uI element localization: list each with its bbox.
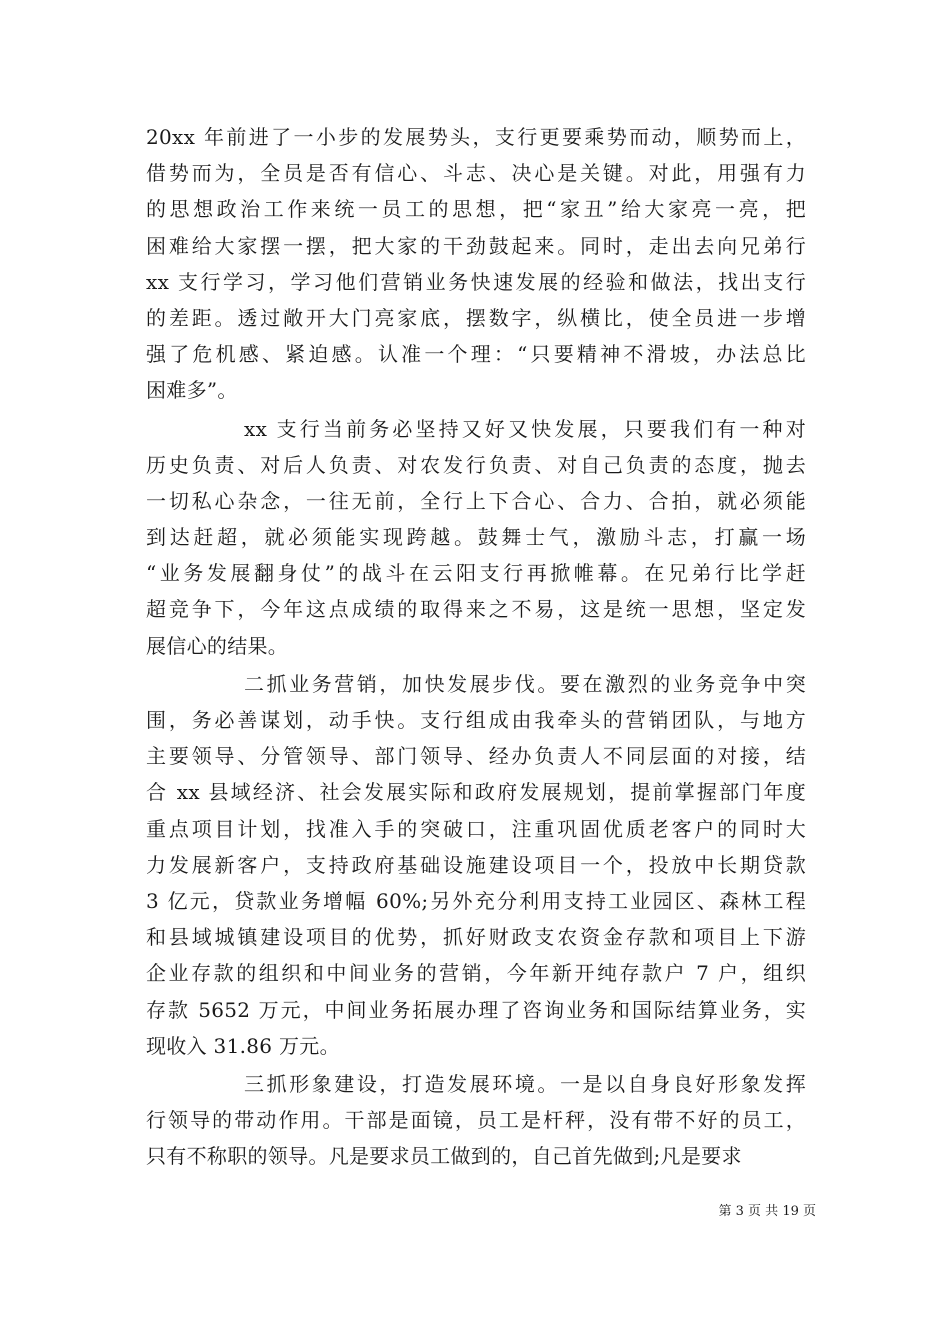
text-line: 困难给大家摆一摆，把大家的干劲鼓起来。同时，走出去向兄弟行: [146, 233, 806, 258]
text-line: 的差距。透过敞开大门亮家底，摆数字，纵横比，使全员进一步增: [146, 305, 806, 330]
text-line: 合 xx 县域经济、社会发展实际和政府发展规划，提前掌握部门年度: [146, 780, 806, 805]
text-line: 重点项目计划，找准入手的突破口，注重巩固优质老客户的同时大: [146, 816, 806, 841]
text-line: 和县域城镇建设项目的优势，抓好财政支农资金存款和项目上下游: [146, 925, 806, 950]
text-line: 展信心的结果。: [146, 633, 289, 658]
text-line: 围，务必善谋划，动手快。支行组成由我牵头的营销团队，与地方: [146, 708, 806, 732]
text-line: 3 亿元，贷款业务增幅 60%;另外充分利用支持工业园区、森林工程: [146, 888, 806, 913]
text-line: 一切私心杂念，一往无前，全行上下合心、合力、合拍，就必须能: [146, 488, 806, 513]
document-body: [146, 119, 806, 1176]
text-line: 历史负责、对后人负责、对农发行负责、对自己负责的态度，抛去: [146, 452, 806, 477]
text-line: 二抓业务营销，加快发展步伐。要在激烈的业务竞争中突: [244, 671, 806, 696]
text-line: 主要领导、分管领导、部门领导、经办负责人不同层面的对接，结: [146, 744, 806, 769]
text-line: “业务发展翻身仗”的战斗在云阳支行再掀帷幕。在兄弟行比学赶: [146, 561, 806, 586]
paragraph: [146, 666, 806, 1064]
text-line: 借势而为，全员是否有信心、斗志、决心是关键。对此，用强有力: [146, 161, 806, 186]
text-line: 20xx 年前进了一小步的发展势头，支行更要乘势而动，顺势而上，: [146, 125, 806, 149]
text-line: 现收入 31.86 万元。: [146, 1033, 340, 1058]
text-line: 存款 5652 万元，中间业务拓展办理了咨询业务和国际结算业务，实: [146, 997, 806, 1022]
text-line: 企业存款的组织和中间业务的营销，今年新开纯存款户 7 户，组织: [146, 961, 806, 986]
text-line: 到达赶超，就必须能实现跨越。鼓舞士气，激励斗志，打赢一场: [146, 525, 806, 550]
paragraph: [146, 119, 806, 409]
page-number-footer: 第 3 页 共 19 页: [718, 1204, 816, 1219]
text-line: 行领导的带动作用。干部是面镜，员工是杆秤，没有带不好的员工，: [146, 1108, 806, 1133]
text-line: 困难多”。: [146, 378, 238, 403]
text-line: xx 支行当前务必坚持又好又快发展，只要我们有一种对: [244, 416, 806, 441]
text-line: 力发展新客户，支持政府基础设施建设项目一个，投放中长期贷款: [146, 852, 806, 877]
text-line: 三抓形象建设，打造发展环境。一是以自身良好形象发挥: [244, 1071, 806, 1096]
text-line: 的思想政治工作来统一员工的思想，把“家丑”给大家亮一亮，把: [146, 197, 806, 222]
paragraph: [146, 411, 806, 664]
paragraph: [146, 1066, 806, 1175]
text-line: xx 支行学习，学习他们营销业务快速发展的经验和做法，找出支行: [146, 269, 806, 294]
text-line: 超竞争下，今年这点成绩的取得来之不易，这是统一思想，坚定发: [146, 597, 806, 622]
text-line: 强了危机感、紧迫感。认准一个理：“只要精神不滑坡，办法总比: [146, 342, 806, 367]
text-line: 只有不称职的领导。凡是要求员工做到的，自己首先做到;凡是要求: [146, 1144, 742, 1169]
